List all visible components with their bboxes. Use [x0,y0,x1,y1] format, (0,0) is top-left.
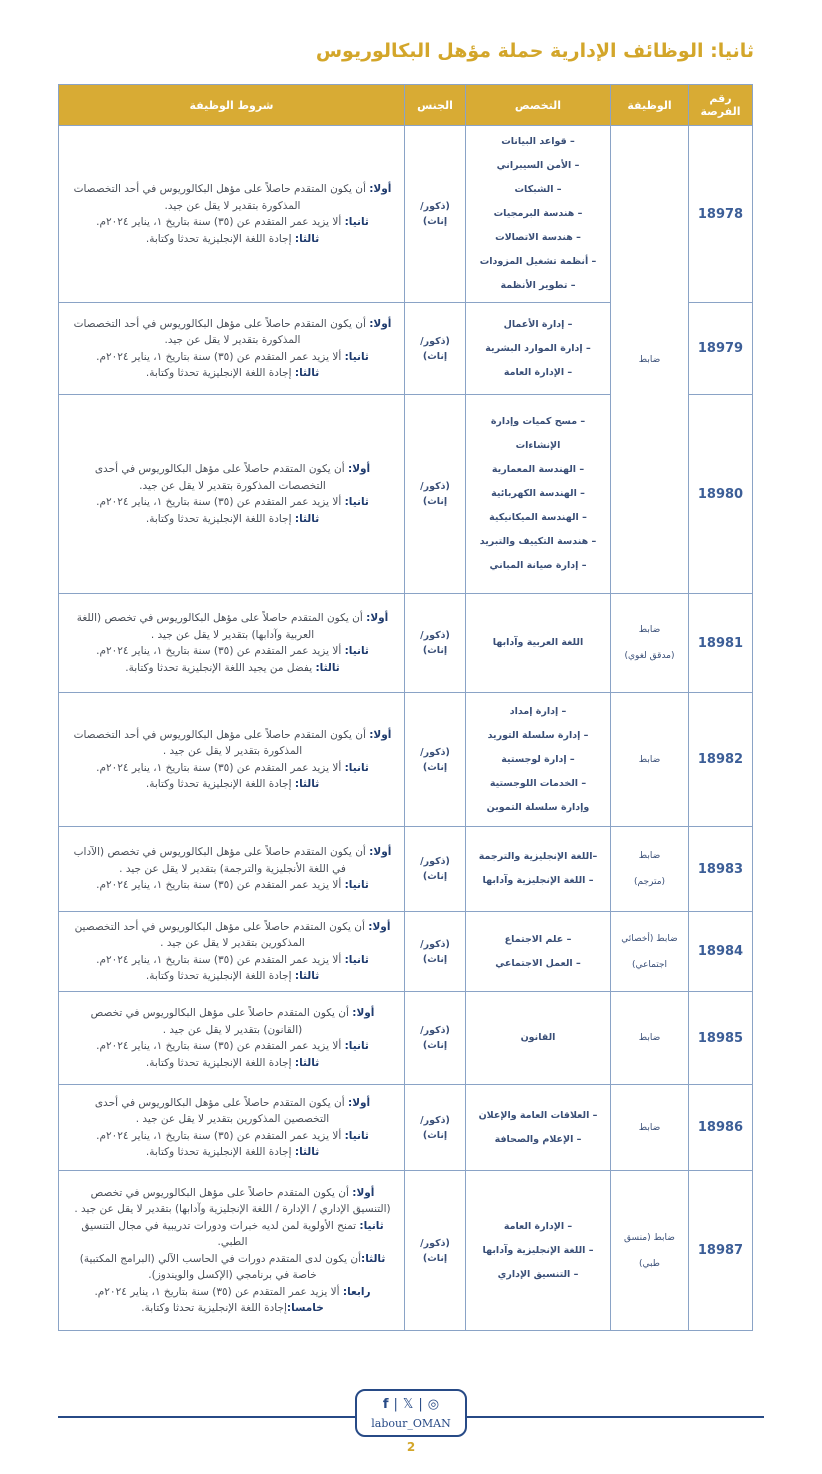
conditions-cell [59,1085,405,1171]
job-title-line: ضابط (منسق [624,1232,675,1243]
condition-item [73,1185,392,1218]
separator: | [418,1397,423,1412]
condition-label: أولا: [348,463,371,475]
condition-label: أولا: [352,1186,375,1199]
opportunity-number: 18978 [689,126,753,303]
gender-line: إناث) [422,1129,448,1141]
condition-item [73,1095,392,1128]
condition-label: ثانيا: [344,1040,369,1052]
condition-label: ثانيا: [344,496,369,508]
gender-line: إناث) [422,953,448,965]
specialization-item: – العلاقات العامة والإعلان [478,1109,598,1121]
specialization-item: – إدارة لوجستية [501,753,575,765]
table-header-row [59,85,753,126]
condition-item [73,968,392,985]
job-title [611,594,689,693]
specialization-item: – الأمن السيبراني [496,160,580,171]
condition-item [73,610,392,643]
specialization-item: – قواعد البيانات [501,136,575,147]
condition-item [73,1005,392,1038]
condition-text: ألا يزيد عمر المتقدم عن (٣٥) سنة بتاريخ ١، يناير ٢٠٢٤م. [96,1129,345,1142]
opportunity-number: 18979 [689,303,753,395]
gender-line: إناث) [422,645,448,656]
job-title [611,912,689,992]
specialization-item: – اللغة الإنجليزية وآدابها [482,1244,594,1256]
job-title-line: ضابط [638,625,661,635]
specialization-item: – إدارة الموارد البشرية [485,342,591,354]
condition-label: أولا: [369,728,392,741]
specialization-item: – الشبكات [514,184,562,195]
specialization-item: – التنسيق الإداري [497,1268,579,1280]
opportunity-number: 18984 [689,912,753,992]
gender-cell [405,1085,466,1171]
gender-line: (ذكور/ [420,1237,450,1249]
condition-text: إجادة اللغة الإنجليزية تحدثا وكتابة. [145,512,295,525]
job-title-line: ضابط [638,851,661,861]
gender-line: (ذكور/ [420,1025,450,1036]
condition-label: أولا: [352,1007,375,1019]
condition-label: ثانيا: [344,216,369,228]
specialization-item: – الإدارة العامة [503,366,573,378]
gender-line: إناث) [422,871,448,882]
specialization-cell [466,992,611,1085]
condition-text: إجادة اللغة الإنجليزية تحدثا وكتابة. [145,970,295,982]
specialization-item: – علم الاجتماع [504,933,572,945]
condition-label: ثالثا: [294,1146,320,1158]
gender-line: (ذكور/ [420,856,450,867]
specialization-item: – الإدارة العامة [503,1220,573,1232]
condition-label: أولا: [368,920,391,933]
gender-cell [405,827,466,912]
condition-text: ألا يزيد عمر المتقدم عن (٣٥) سنة بتاريخ ١، يناير ٢٠٢٤م. [96,953,345,966]
condition-text: إجادة اللغة الإنجليزية تحدثا وكتابة. [141,1302,287,1314]
job-title-line: ضابط (أخصائي [621,933,678,944]
table-row [59,126,753,303]
header-specialization: التخصص [466,85,611,126]
specialization-item: اللغة العربية وآدابها [492,637,584,648]
conditions-cell [59,126,405,303]
social-media-badge [355,1389,467,1437]
gender-cell [405,395,466,594]
gender-cell [405,992,466,1085]
condition-text: ألا يزيد عمر المتقدم عن (٣٥) سنة بتاريخ ١، يناير ٢٠٢٤م. [96,1040,345,1052]
condition-item [73,1038,392,1055]
specialization-item: وإدارة سلسلة التموين [486,801,590,813]
gender-cell [405,912,466,992]
gender-line: (ذكور/ [420,335,450,347]
table-row [59,912,753,992]
specialization-item: – تطوير الأنظمة [500,280,576,291]
condition-label: ثانيا: [344,1129,369,1142]
condition-item [73,365,392,382]
gender-line: إناث) [422,761,448,773]
separator: | [393,1397,398,1412]
instagram-icon[interactable]: ◎ [427,1397,440,1412]
condition-text: تمنح الأولوية لمن لديه خبرات ودورات تدريبية في مجال التنسيق الطبي. [81,1219,360,1248]
opportunity-number: 18986 [689,1085,753,1171]
condition-text: ألا يزيد عمر المتقدم عن (٣٥) سنة بتاريخ ١، يناير ٢٠٢٤م. [96,761,345,774]
condition-item [73,760,392,777]
header-number: رقم الفرصة [689,85,753,126]
condition-item [73,349,392,366]
condition-text: أن يكون المتقدم حاصلاً على مؤهل البكالوريوس في أحدى التخصصين المذكورين بتقدير لا يقل عن جيد . [94,1096,348,1125]
specialization-item: – هندسة البرمجيات [493,208,583,219]
condition-item [73,877,392,894]
specialization-item: – الهندسة الكهربائية [491,488,585,499]
footer-divider-left [58,1416,355,1418]
condition-label: ثالثا: [294,367,320,379]
condition-text: أن يكون المتقدم حاصلاً على مؤهل البكالوريوس في تخصص (التنسيق الإداري / الإدارة / اللغة الإنجليزية وآدابها) بتقدير لا يقل عن جيد . [74,1186,391,1215]
condition-text: أن يكون المتقدم حاصلاً على مؤهل البكالوريوس في أحدى التخصصات المذكورة بتقدير لا يقل عن جيد. [94,463,348,492]
condition-item [73,316,392,349]
condition-label: ثانيا: [344,645,369,657]
job-title-line: ضابط [638,1033,661,1043]
condition-label: ثانيا: [344,879,369,892]
conditions-cell [59,912,405,992]
condition-label: ثالثا: [315,661,340,674]
condition-text: ألا يزيد عمر المتقدم عن (٣٥) سنة بتاريخ ١، يناير ٢٠٢٤م. [96,496,345,508]
social-icons [357,1397,465,1413]
condition-label: ثالثا: [294,1056,320,1069]
condition-text: ألا يزيد عمر المتقدم عن (٣٥) سنة بتاريخ ١، يناير ٢٠٢٤م. [94,1285,343,1298]
condition-item [73,1218,392,1251]
specialization-item: – إدارة إمداد [509,705,567,717]
specialization-item: – الخدمات اللوجستية [489,777,587,789]
job-title [611,992,689,1085]
condition-text: أن يكون المتقدم حاصلاً على مؤهل البكالوريوس في تخصص (اللغة العربية وآدابها) بتقدير لا يقل عن جيد . [76,612,367,641]
specialization-cell [466,395,611,594]
opportunity-number: 18981 [689,594,753,693]
header-gender: الجنس [405,85,466,126]
condition-text: أن يكون لدى المتقدم دورات في الحاسب الآلي (البرامج المكتبية) خاصة في برنامجي (الإكسل والويندوز). [79,1252,362,1281]
conditions-cell [59,992,405,1085]
condition-text: أن يكون المتقدم حاصلاً على مؤهل البكالوريوس في أحد التخصصين المذكورين بتقدير لا يقل عن جيد . [74,920,369,949]
condition-text: ألا يزيد عمر المتقدم عن (٣٥) سنة بتاريخ ١، يناير ٢٠٢٤م. [96,350,345,363]
specialization-item: القانون [520,1032,556,1043]
table-body [59,126,753,1331]
table-row [59,1085,753,1171]
specialization-cell [466,1085,611,1171]
gender-line: (ذكور/ [420,481,450,492]
condition-text: ألا يزيد عمر المتقدم عن (٣٥) سنة بتاريخ ١، يناير ٢٠٢٤م. [96,879,345,892]
condition-text: أن يكون المتقدم حاصلاً على مؤهل البكالوريوس في أحد التخصصات المذكورة بتقدير لا يقل عن جيد. [73,317,370,346]
table-row [59,992,753,1085]
condition-text: إجادة اللغة الإنجليزية تحدثا وكتابة. [145,1146,295,1158]
gender-cell [405,594,466,693]
specialization-item: –اللغة الإنجليزية والترجمة [478,851,598,862]
condition-label: ثالثا: [294,778,320,790]
condition-item [73,1284,392,1301]
conditions-cell [59,395,405,594]
condition-item [73,494,392,511]
specialization-item: – إدارة صيانة المباني [489,560,587,571]
specialization-cell [466,1171,611,1331]
condition-item [73,214,392,231]
job-title-line: ضابط [638,1122,661,1133]
specialization-cell [466,912,611,992]
header-conditions: شروط الوظيفة [59,85,405,126]
specialization-cell [466,594,611,693]
condition-text: أن يكون المتقدم حاصلاً على مؤهل البكالوريوس في تخصص (الآداب في اللغة الأنجليزية والترجمة) بتقدير لا يقل عن جيد . [73,846,370,875]
page-number: 2 [406,1440,416,1454]
gender-line: (ذكور/ [420,746,450,758]
gender-line: إناث) [422,496,448,507]
specialization-cell [466,827,611,912]
job-title-line: (مدقق لغوي) [624,651,675,661]
gender-line: إناث) [422,216,448,227]
page-title: ثانيا: الوظائف الإدارية حملة مؤهل البكالوريوس [315,40,754,62]
specialization-item: – الهندسة المعمارية [491,464,585,475]
condition-item [73,1144,392,1161]
conditions-cell [59,594,405,693]
condition-label: ثالثا: [294,970,320,982]
specialization-item: – الإعلام والصحافة [494,1133,582,1145]
condition-label: أولا: [369,183,392,195]
specialization-item: – مسح كميات وإدارة الإنشاءات [490,416,586,451]
condition-label: خامسا: [286,1302,324,1314]
condition-label: أولا: [369,317,392,330]
condition-text: أن يكون المتقدم حاصلاً على مؤهل البكالوريوس في أحد التخصصات المذكورة بتقدير لا يقل عن جيد. [73,183,370,212]
job-title-line: طبي) [639,1258,660,1269]
header-job: الوظيفة [611,85,689,126]
job-title [611,693,689,827]
job-title-line: ضابط [638,754,661,765]
specialization-item: – إدارة سلسلة التوريد [487,729,589,741]
gender-line: إناث) [422,350,448,362]
opportunity-number: 18987 [689,1171,753,1331]
specialization-item: – الهندسة الميكانيكية [489,512,587,523]
condition-item [73,643,392,660]
gender-line: (ذكور/ [420,630,450,641]
job-title [611,1085,689,1171]
gender-cell [405,126,466,303]
condition-label: أولا: [348,1096,371,1109]
conditions-cell [59,1171,405,1331]
condition-label: ثالثا: [294,232,320,245]
condition-text: يفضل من يجيد اللغة الإنجليزية تحدثا وكتابة. [125,661,316,674]
condition-item [73,1128,392,1145]
table-row [59,594,753,693]
condition-text: إجادة اللغة الإنجليزية تحدثا وكتابة. [145,367,295,379]
condition-item [73,776,392,793]
gender-cell [405,1171,466,1331]
condition-text: إجادة اللغة الإنجليزية تحدثا وكتابة. [145,778,295,790]
gender-cell [405,693,466,827]
specialization-item: – أنظمة تشغيل المزودات [479,256,597,267]
conditions-cell [59,693,405,827]
footer-divider-right [467,1416,764,1418]
condition-item [73,461,392,494]
condition-item [73,511,392,528]
job-title: ضابط [611,126,689,594]
condition-item [73,1055,392,1072]
specialization-item: – هندسة الاتصالات [495,232,581,243]
conditions-cell [59,827,405,912]
opportunity-number: 18985 [689,992,753,1085]
social-handle[interactable]: labour_OMAN [371,1417,451,1430]
jobs-table [58,84,753,1331]
table-row [59,693,753,827]
gender-line: إناث) [422,1252,448,1264]
gender-line: (ذكور/ [420,201,450,212]
condition-item [73,727,392,760]
specialization-cell [466,693,611,827]
gender-line: (ذكور/ [420,938,450,950]
gender-cell [405,303,466,395]
condition-text: أن يكون المتقدم حاصلاً على مؤهل البكالوريوس في أحد التخصصات المذكورة بتقدير لا يقل عن جيد . [73,728,370,757]
job-title [611,827,689,912]
specialization-item: – اللغة الإنجليزية وآدابها [482,875,594,886]
job-title-line: (مترجم) [633,877,666,887]
gender-line: إناث) [422,1040,448,1051]
condition-text: ألا يزيد عمر المتقدم عن (٣٥) سنة بتاريخ ١، يناير ٢٠٢٤م. [96,645,345,657]
condition-text: إجادة اللغة الإنجليزية تحدثا وكتابة. [145,1056,295,1069]
condition-text: إجادة اللغة الإنجليزية تحدثا وكتابة. [145,232,295,245]
condition-item [73,952,392,969]
condition-text: ألا يزيد عمر المتقدم عن (٣٥) سنة بتاريخ ١، يناير ٢٠٢٤م. [96,216,345,228]
condition-label: ثالثا: [294,512,320,525]
condition-item [73,1300,392,1317]
specialization-cell [466,303,611,395]
job-title [611,1171,689,1331]
facebook-icon[interactable]: f [382,1397,389,1412]
specialization-cell [466,126,611,303]
opportunity-number: 18982 [689,693,753,827]
condition-label: رابعا: [342,1285,371,1298]
specialization-item: – إدارة الأعمال [503,318,573,330]
condition-label: ثالثا: [361,1252,386,1265]
opportunity-number: 18980 [689,395,753,594]
conditions-cell [59,303,405,395]
specialization-item: – العمل الاجتماعي [495,957,581,969]
x-icon[interactable]: 𝕏 [402,1397,414,1412]
table-row [59,827,753,912]
gender-line: (ذكور/ [420,1114,450,1126]
condition-item [73,660,392,677]
condition-text: أن يكون المتقدم حاصلاً على مؤهل البكالوريوس في تخصص (القانون) بتقدير لا يقل عن جيد . [90,1007,353,1036]
condition-item [73,231,392,248]
table-row [59,1171,753,1331]
condition-label: ثانيا: [344,761,369,774]
condition-label: ثانيا: [359,1219,384,1232]
condition-item [73,181,392,214]
condition-label: أولا: [369,846,392,859]
condition-item [73,1251,392,1284]
condition-item [73,844,392,877]
opportunity-number: 18983 [689,827,753,912]
specialization-item: – هندسة التكييف والتبريد [479,536,597,547]
job-title-line: اجتماعي) [631,959,668,970]
condition-label: ثانيا: [344,350,369,363]
condition-item [73,919,392,952]
condition-label: أولا: [366,612,389,624]
condition-label: ثانيا: [344,953,369,966]
